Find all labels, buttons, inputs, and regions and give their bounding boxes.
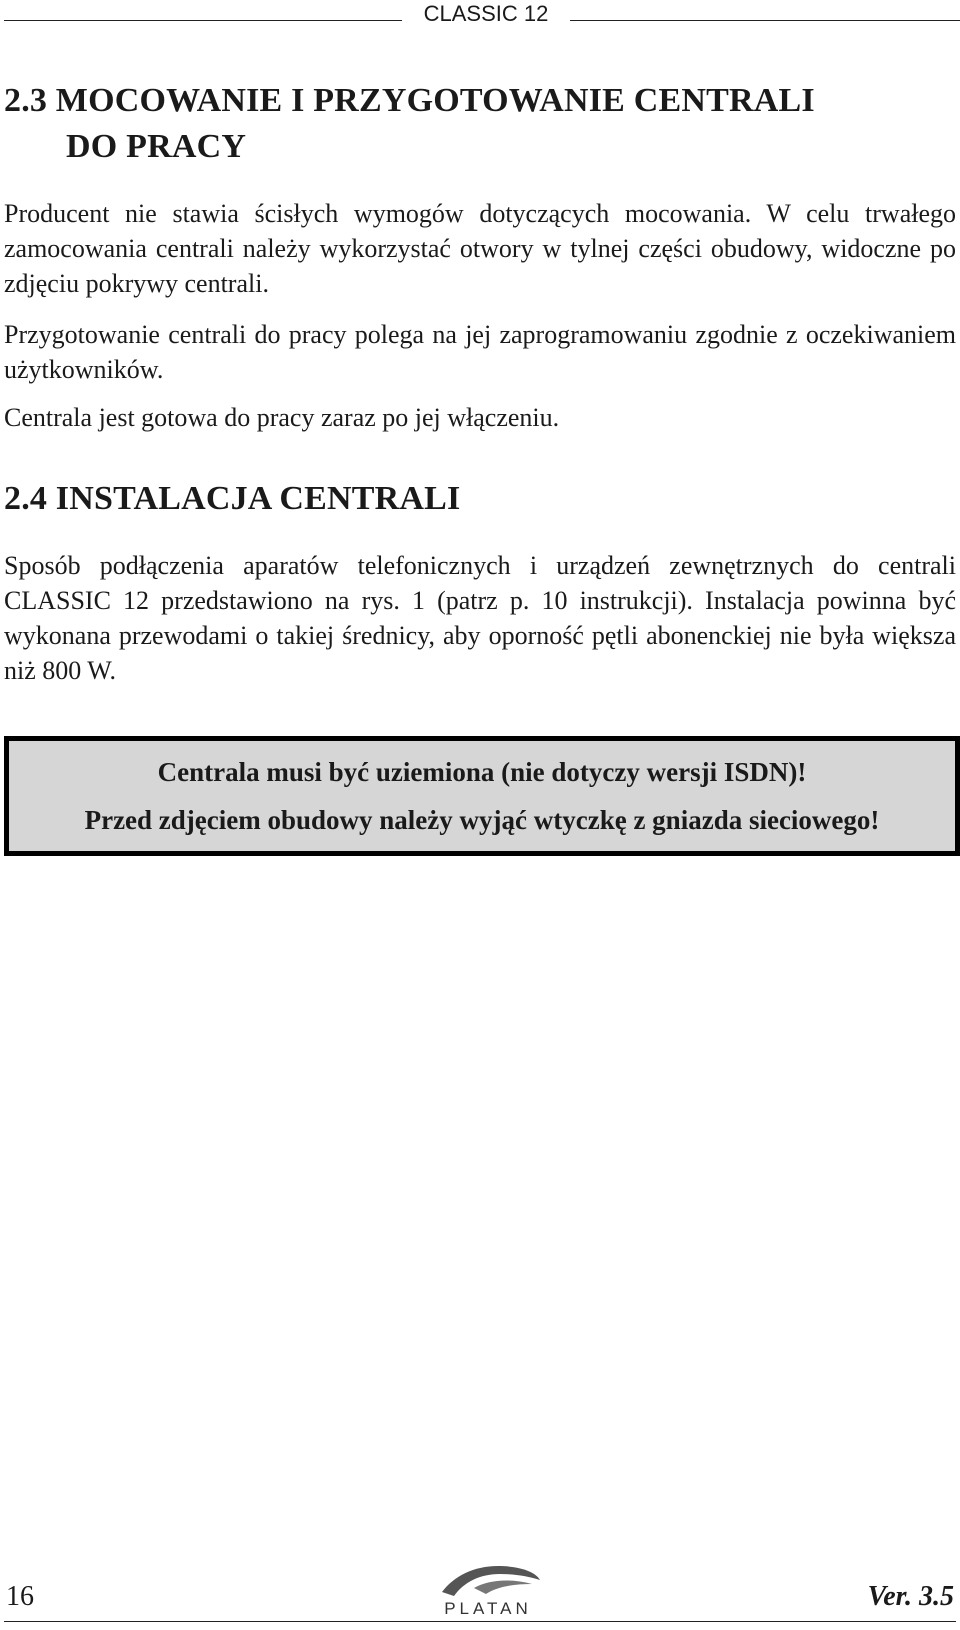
section-2-3-heading-line2: DO PRACY <box>66 128 247 165</box>
warning-box <box>4 736 960 856</box>
platan-logo <box>428 1562 548 1618</box>
platan-logo-text: PLATAN <box>444 1599 532 1618</box>
section-2-3-paragraph-1: Producent nie stawia ścisłych wymogów dotyczących mocowania. W celu trwałego zamocowania centrali należy wykorzystać otwory w tylnej części obudowy, widoczne po zdjęciu pokrywy centrali. <box>4 199 956 298</box>
header-rule-right <box>570 20 960 21</box>
warning-line-grounding: Centrala musi być uziemiona (nie dotyczy wersji ISDN)! <box>157 757 807 787</box>
section-2-3-paragraph-2: Przygotowanie centrali do pracy polega na jej zaprogramowaniu zgodnie z oczekiwaniem użytkowników. <box>4 320 956 384</box>
section-2-4-heading: 2.4 INSTALACJA CENTRALI <box>4 480 461 517</box>
section-2-3-heading-line1: 2.3 MOCOWANIE I PRZYGOTOWANIE CENTRALI <box>4 82 815 119</box>
page-number: 16 <box>6 1581 34 1612</box>
header-rule-left <box>4 20 402 21</box>
section-2-4-paragraph-1: Sposób podłączenia aparatów telefonicznych i urządzeń zewnętrznych do centrali CLASSIC 12 przedstawiono na rys. 1 (patrz p. 10 instrukcji). Instalacja powinna być wykonana przewodami o takiej średnicy, aby oporność pętli abonenckiej nie była większa niż 800 W. <box>4 551 956 685</box>
version-label: Ver. 3.5 <box>867 1581 954 1612</box>
running-header <box>0 0 960 30</box>
warning-line-unplug: Przed zdjęciem obudowy należy wyjąć wtyczkę z gniazda sieciowego! <box>84 805 880 835</box>
section-2-3-heading <box>4 78 815 170</box>
platan-logo-mark-icon <box>428 1562 548 1602</box>
section-2-3-paragraph-3: Centrala jest gotowa do pracy zaraz po jej włączeniu. <box>4 403 560 432</box>
header-title: CLASSIC 12 <box>423 1 549 26</box>
footer-rule <box>4 1621 956 1622</box>
